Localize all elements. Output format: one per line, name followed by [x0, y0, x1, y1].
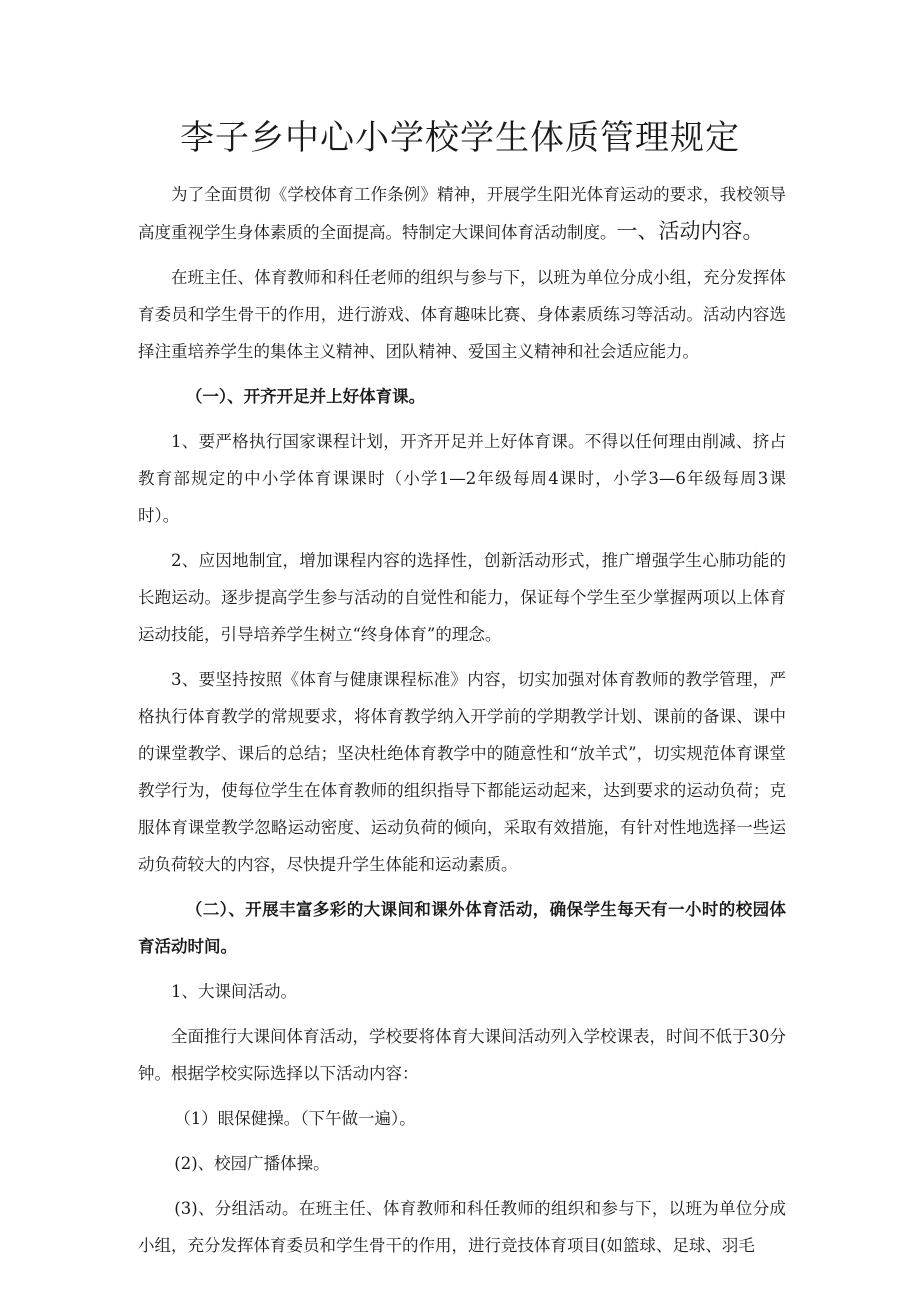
- subsection2-paragraph-1: 全面推行大课间体育活动，学校要将体育大课间活动列入学校课表，时间不低于30分钟。根据学校实际选择以下活动内容：: [138, 1027, 786, 1083]
- intro-text: 为了全面贯彻《学校体育工作条例》精神，开展学生阳光体育运动的要求，我校领导高度重视学生身体素质的全面提高。特制定大课间体育活动制度。: [138, 185, 786, 242]
- document-body: [138, 176, 786, 1264]
- intro-paragraph: [138, 176, 786, 251]
- subsection2-item-1: 1、大课间活动。: [171, 982, 297, 1001]
- subsection1-paragraph-3: 3、要坚持按照《体育与健康课程标准》内容，切实加强对体育教师的教学管理，严格执行体育教学的常规要求，将体育教学纳入开学前的学期教学计划、课前的备课、课中的课堂教学、课后的总结；坚决杜绝体育教学中的随意性和“放羊式”，切实规范体育课堂教学行为，使每位学生在体育教师的组织指导下都能运动起来，达到要求的运动负荷；克服体育课堂教学忽略运动密度、运动负荷的倾向，采取有效措施，有针对性地选择一些运动负荷较大的内容，尽快提升学生体能和运动素质。: [138, 670, 786, 874]
- subsection1-paragraph-2: 2、应因地制宜，增加课程内容的选择性，创新活动形式，推广增强学生心肺功能的长跑运动。逐步提高学生参与活动的自觉性和能力，保证每个学生至少掌握两项以上体育运动技能，引导培养学生树立“终身体育”的理念。: [138, 551, 786, 644]
- subsection2-heading: （二）、开展丰富多彩的大课间和课外体育活动，确保学生每天有一小时的校园体育活动时间。: [138, 900, 786, 956]
- document-title: 李子乡中心小学校学生体质管理规定: [180, 118, 740, 158]
- subsection2-list-item-1: （1）眼保健操。（下午做一遍）。: [174, 1109, 416, 1128]
- subsection2-list-item-3: (3)、分组活动。在班主任、体育教师和科任教师的组织和参与下，以班为单位分成小组，充分发挥体育委员和学生骨干的作用，进行竞技体育项目(如篮球、足球、羽毛: [138, 1199, 786, 1255]
- subsection1-heading: （一）、开齐开足并上好体育课。: [185, 387, 426, 406]
- section1-paragraph: 在班主任、体育教师和科任老师的组织与参与下，以班为单位分成小组，充分发挥体育委员和学生骨干的作用，进行游戏、体育趣味比赛、身体素质练习等活动。活动内容选择注重培养学生的集体主义精神、团队精神、爱国主义精神和社会适应能力。: [138, 268, 786, 361]
- section1-heading: 一、活动内容。: [616, 219, 764, 243]
- subsection1-paragraph-1: 1、要严格执行国家课程计划，开齐开足并上好体育课。不得以任何理由削减、挤占教育部规定的中小学体育课课时（小学1—2年级每周4课时，小学3—6年级每周3课时）。: [138, 432, 786, 525]
- subsection2-list-item-2: (2)、校园广播体操。: [174, 1154, 330, 1173]
